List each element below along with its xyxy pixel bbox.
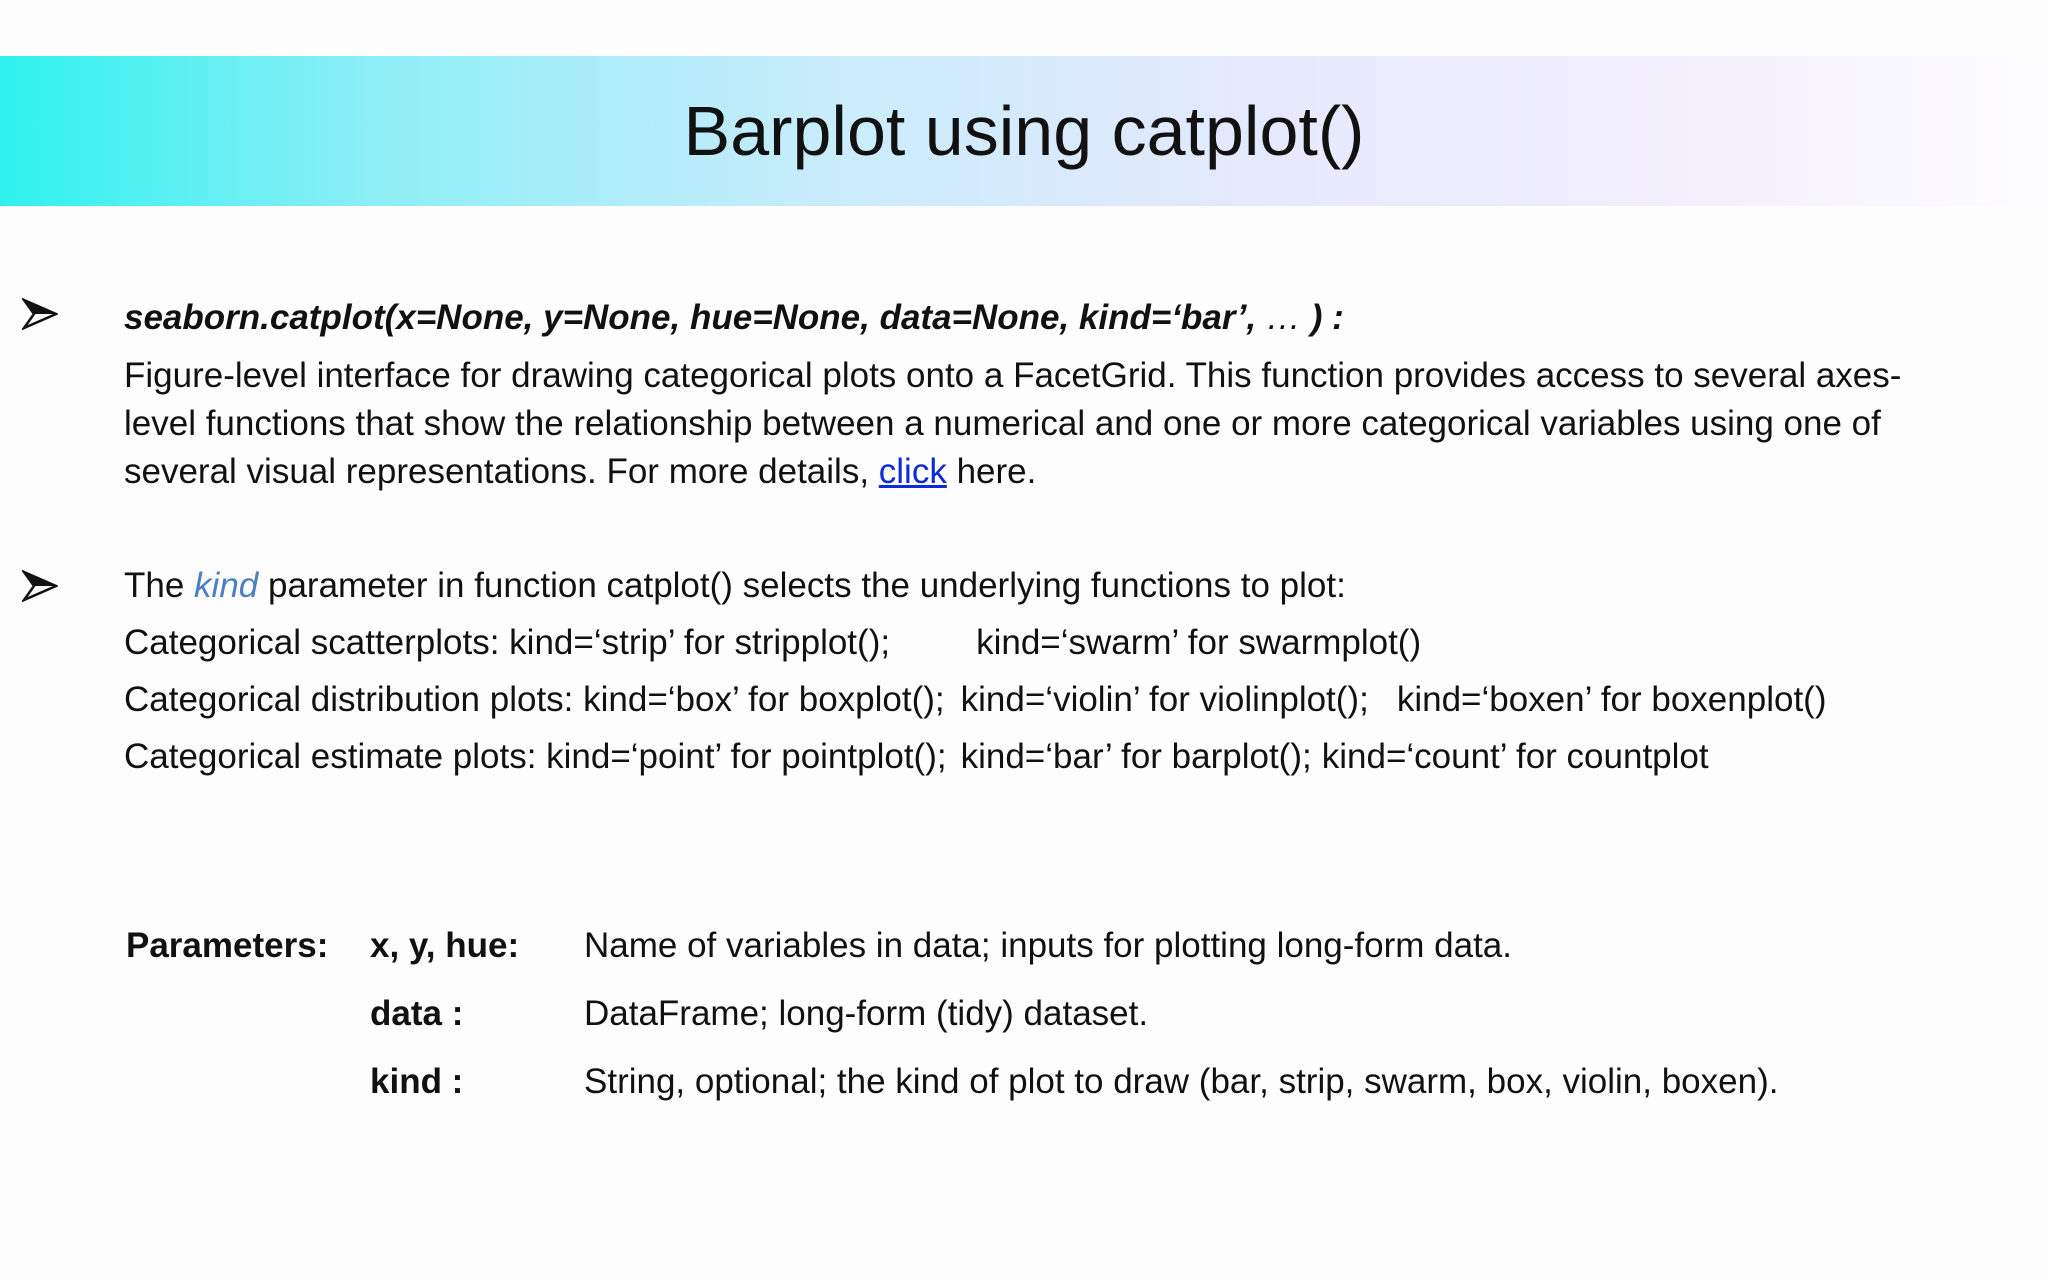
signature-text: seaborn.catplot(x=None, y=None, hue=None, data=None, kind=‘bar’,	[124, 298, 1266, 337]
param-desc: Name of variables in data; inputs for plotting long-form data.	[584, 926, 1512, 965]
param-desc: String, optional; the kind of plot to draw (bar, strip, swarm, box, violin, boxen).	[584, 1062, 1779, 1101]
parameters-label: Parameters:	[126, 926, 329, 965]
scatterplots-line	[124, 619, 1984, 676]
kind-intro-end: parameter in function catplot() selects the underlying functions to plot:	[258, 566, 1346, 605]
details-link[interactable]: click	[878, 452, 947, 491]
est-point: Categorical estimate plots: kind=‘point’ for pointplot();	[124, 737, 947, 776]
kind-keyword: kind	[194, 566, 259, 605]
dist-boxen: kind=‘boxen’ for boxenplot()	[1396, 680, 1827, 719]
bullet-1-block	[124, 294, 1984, 496]
scatter-swarm: kind=‘swarm’ for swarmplot()	[976, 623, 1422, 662]
est-count: kind=‘count’ for countplot	[1321, 737, 1709, 776]
dist-box: Categorical distribution plots: kind=‘box’ for boxplot();	[124, 680, 945, 719]
description-line-1: Figure-level interface for drawing categorical plots onto a FacetGrid. This function provides access to several axes-	[124, 356, 1902, 395]
kind-intro	[124, 562, 1984, 619]
bullet-2-block	[124, 562, 1984, 790]
dist-violin: kind=‘violin’ for violinplot();	[960, 680, 1369, 719]
slide-title: Barplot using catplot()	[683, 92, 1365, 170]
estimate-line	[124, 733, 1984, 790]
param-name: kind :	[370, 1062, 464, 1101]
kind-intro-start: The	[124, 566, 195, 605]
param-name: data :	[370, 994, 464, 1033]
description-line-3-start: several visual representations. For more details,	[124, 452, 879, 491]
scatter-strip: Categorical scatterplots: kind=‘strip’ for stripplot();	[124, 623, 891, 662]
param-desc: DataFrame; long-form (tidy) dataset.	[584, 994, 1149, 1033]
description-line-3	[124, 448, 1984, 496]
description-line-2: level functions that show the relationship between a numerical and one or more categorical variables using one of	[124, 404, 1881, 443]
distribution-line	[124, 676, 1984, 733]
param-name: x, y, hue:	[370, 926, 520, 965]
function-signature	[124, 294, 1984, 342]
arrowhead-bullet-icon	[22, 296, 58, 332]
arrowhead-bullet-icon	[22, 568, 58, 604]
description-line-3-end: here.	[946, 452, 1037, 491]
signature-ellipsis: …	[1265, 298, 1301, 337]
signature-end: ) :	[1300, 298, 1344, 337]
est-bar: kind=‘bar’ for barplot();	[960, 737, 1312, 776]
